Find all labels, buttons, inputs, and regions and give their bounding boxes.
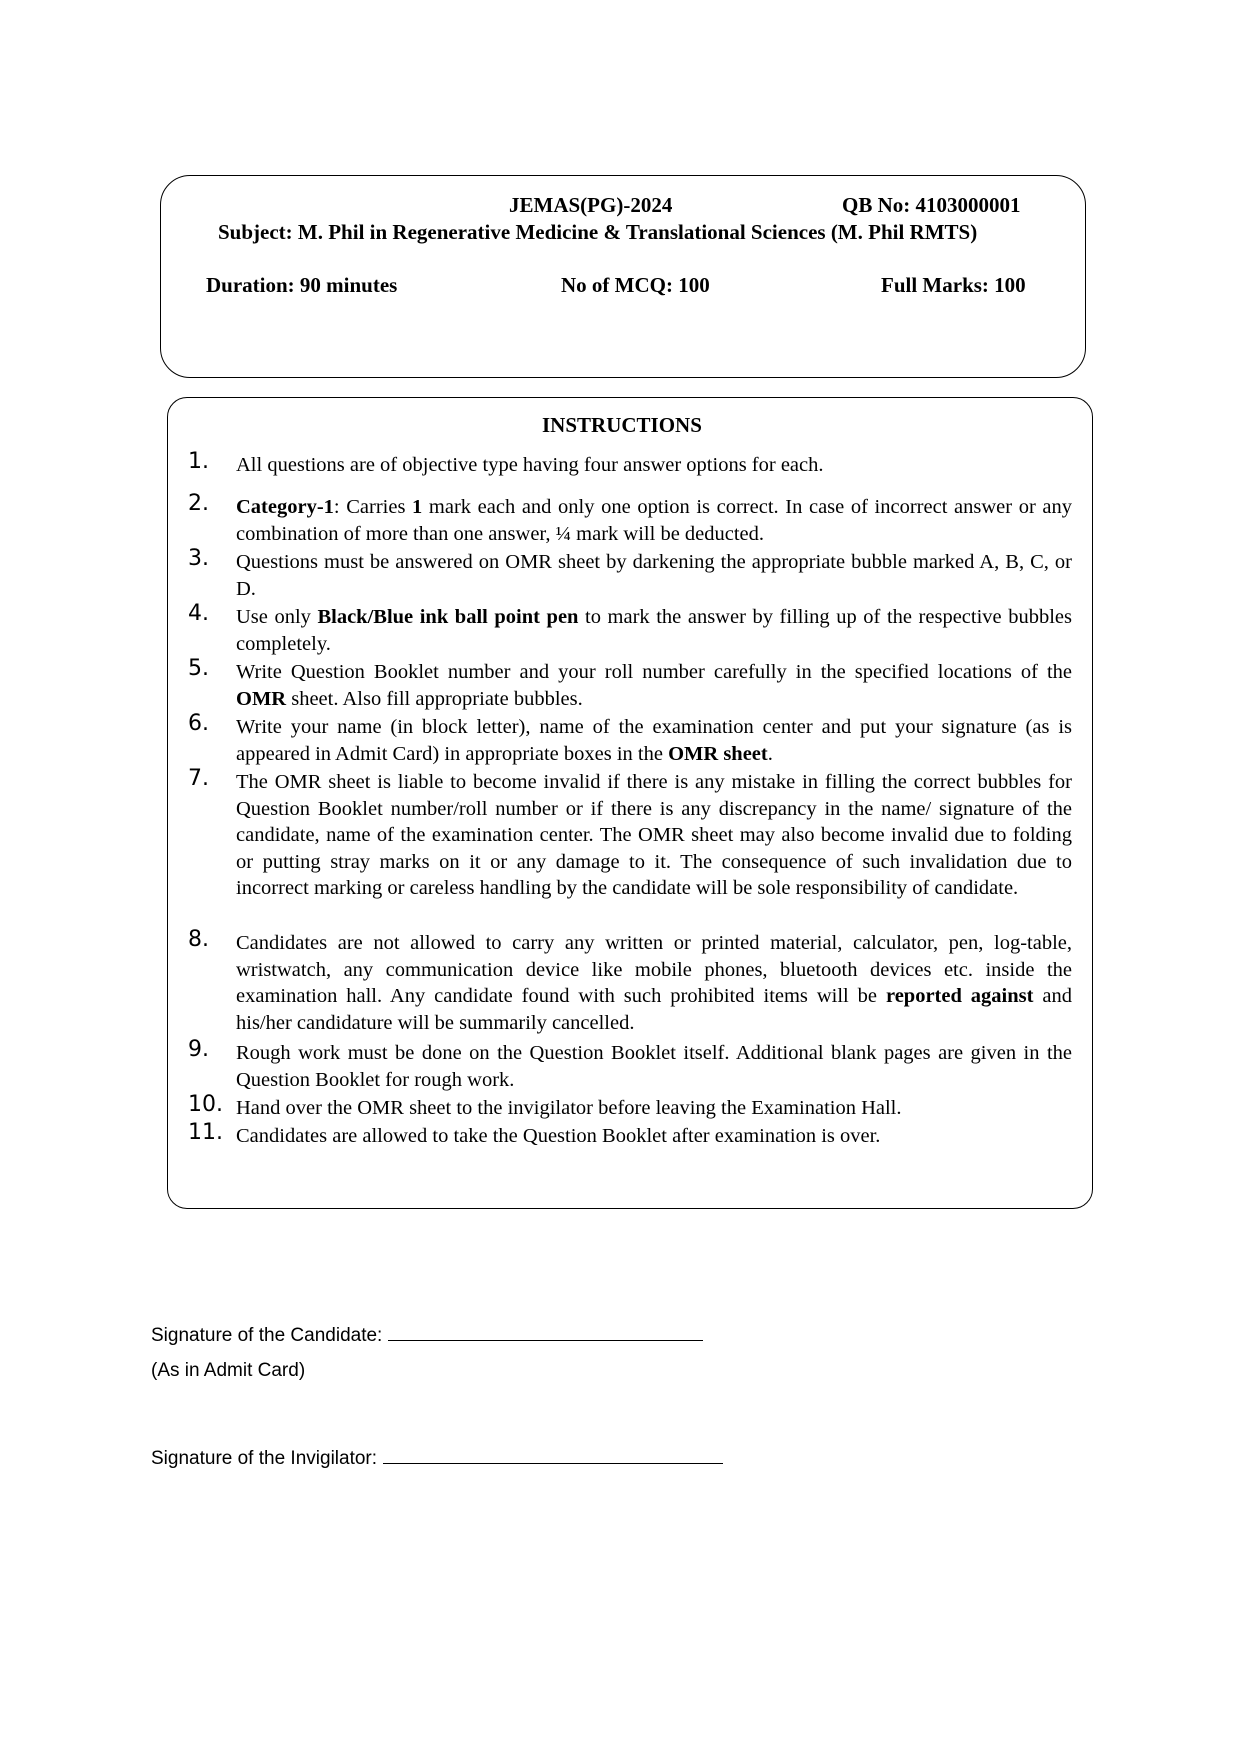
instruction-item <box>188 449 1072 479</box>
instruction-item <box>188 927 1073 1036</box>
instruction-text: Candidates are allowed to take the Question Booklet after examination is over. <box>236 1125 881 1147</box>
duration: Duration: 90 minutes <box>206 273 398 297</box>
instructions-title: INSTRUCTIONS <box>542 413 702 437</box>
instruction-number: 9. <box>188 1037 209 1062</box>
instruction-text: The OMR sheet is liable to become invalid if there is any mistake in filling the correct bubbles for Question Booklet number/roll number or if there is any discrepancy in the name/ signature of the candidate, name of the examination center. The OMR sheet may also become invalid due to folding or putting stray marks on it or any damage to it. The consequence of such invalidation due to incorrect marking or careless handling by the candidate will be sole responsibility of candidate. <box>236 771 1072 899</box>
invigilator-signature <box>151 1445 723 1470</box>
instruction-item <box>188 601 1072 657</box>
subject: Subject: M. Phil in Regenerative Medicine & Translational Sciences (M. Phil RMTS) <box>218 220 978 244</box>
instruction-item <box>188 1037 1072 1093</box>
instruction-item <box>188 1120 1072 1150</box>
instruction-item <box>188 491 1072 547</box>
candidate-signature-note: (As in Admit Card) <box>151 1360 306 1381</box>
instruction-number: 8. <box>188 927 209 952</box>
candidate-signature <box>151 1322 703 1347</box>
instruction-text: All questions are of objective type having four answer options for each. <box>236 454 824 476</box>
instruction-item <box>188 546 1072 602</box>
instruction-text: Category-1: Carries 1 mark each and only one option is correct. In case of incorrect answer or any combination of more than one answer, ¼ mark will be deducted. <box>236 496 1072 545</box>
invigilator-signature-line[interactable] <box>383 1445 723 1464</box>
instruction-number: 4. <box>188 601 209 626</box>
instruction-item <box>188 766 1072 902</box>
instruction-number: 5. <box>188 656 209 681</box>
instruction-text: Use only Black/Blue ink ball point pen to mark the answer by filling up of the respective bubbles completely. <box>236 606 1072 655</box>
qb-number: QB No: 4103000001 <box>842 193 1021 217</box>
mcq-count: No of MCQ: 100 <box>561 273 710 297</box>
exam-title: JEMAS(PG)-2024 <box>509 193 673 217</box>
instruction-item <box>188 656 1072 712</box>
instruction-text: Write your name (in block letter), name of the examination center and put your signature (as is appeared in Admit Card) in appropriate boxes in the OMR sheet. <box>236 716 1072 765</box>
instruction-number: 11. <box>188 1120 223 1145</box>
instruction-number: 2. <box>188 491 209 516</box>
instruction-number: 1. <box>188 449 209 474</box>
instruction-text: Hand over the OMR sheet to the invigilator before leaving the Examination Hall. <box>236 1097 902 1119</box>
invigilator-signature-label: Signature of the Invigilator: <box>151 1448 378 1469</box>
instruction-item <box>188 711 1072 767</box>
instruction-number: 10. <box>188 1092 223 1117</box>
instruction-text: Candidates are not allowed to carry any written or printed material, calculator, pen, log-table, wristwatch, any communication device like mobile phones, bluetooth devices etc. inside the examination hall. Any candidate found with such prohibited items will be reported against and his/her candidature will be summarily cancelled. <box>236 932 1073 1034</box>
instruction-number: 7. <box>188 766 209 791</box>
instruction-number: 3. <box>188 546 209 571</box>
instruction-text: Rough work must be done on the Question Booklet itself. Additional blank pages are given in the Question Booklet for rough work. <box>236 1042 1072 1091</box>
full-marks: Full Marks: 100 <box>881 273 1026 297</box>
candidate-signature-line[interactable] <box>388 1322 703 1341</box>
instruction-number: 6. <box>188 711 209 736</box>
candidate-signature-label: Signature of the Candidate: <box>151 1325 383 1346</box>
instruction-item <box>188 1092 1072 1122</box>
instruction-text: Questions must be answered on OMR sheet by darkening the appropriate bubble marked A, B, C, or D. <box>236 551 1072 600</box>
instruction-text: Write Question Booklet number and your roll number carefully in the specified locations of the OMR sheet. Also fill appropriate bubbles. <box>236 661 1072 710</box>
